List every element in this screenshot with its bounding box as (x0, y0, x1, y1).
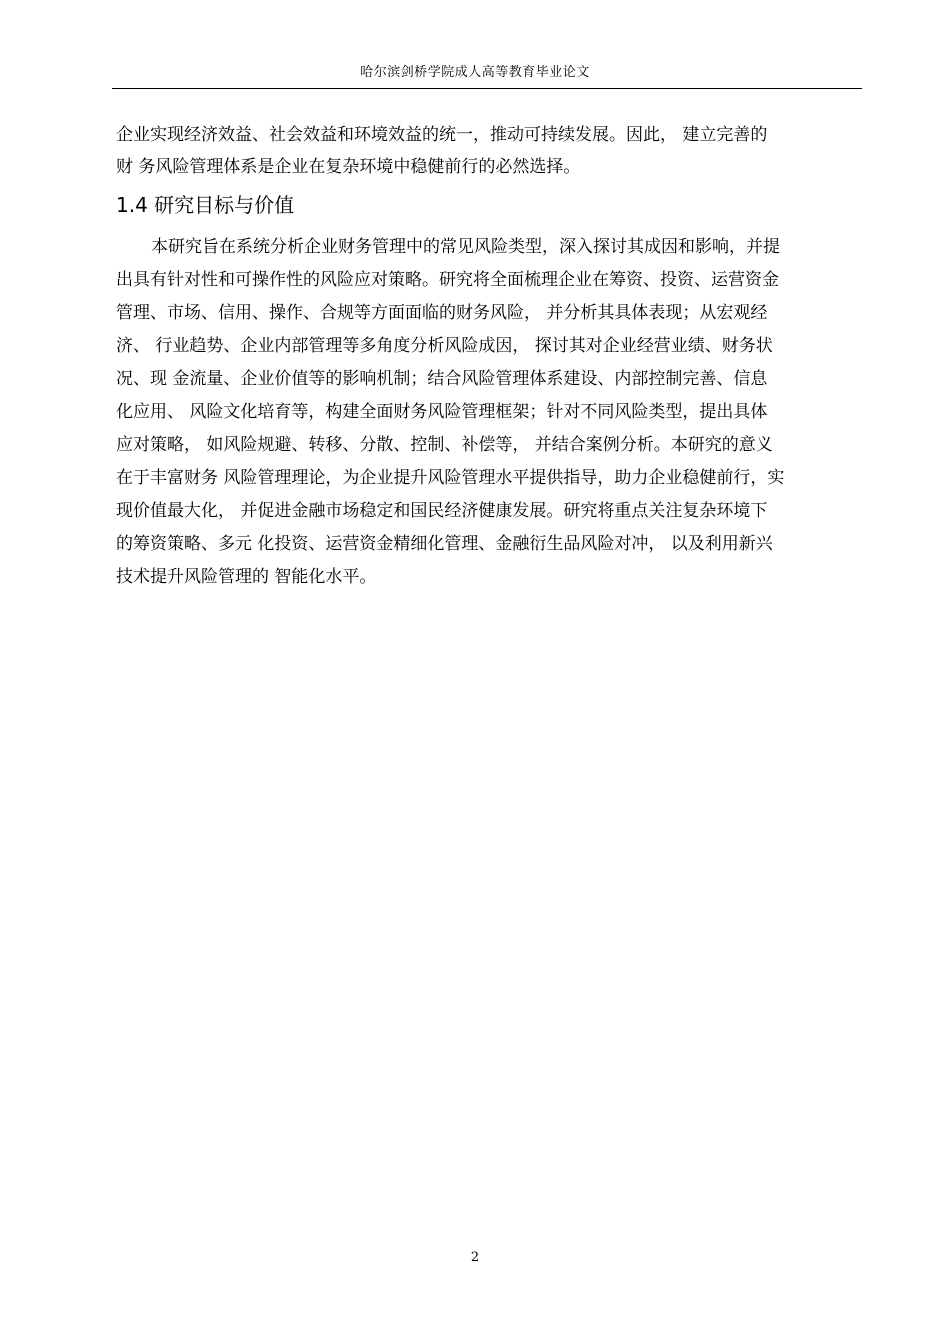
paragraph-line: 的筹资策略、多元 化投资、运营资金精细化管理、金融衍生品风险对冲， 以及利用新兴 (116, 534, 773, 554)
paragraph-line: 管理、市场、信用、操作、合规等方面面临的财务风险， 并分析其具体表现；从宏观经 (116, 303, 768, 323)
section-heading: 1.4 研究目标与价值 (116, 193, 295, 217)
page-number: 2 (470, 1250, 480, 1265)
paragraph-line: 应对策略， 如风险规避、转移、分散、控制、补偿等， 并结合案例分析。本研究的意义 (116, 435, 773, 455)
paragraph-line: 企业实现经济效益、社会效益和环境效益的统一，推动可持续发展。因此， 建立完善的 (116, 125, 768, 145)
paragraph-line: 技术提升风险管理的 智能化水平。 (116, 567, 377, 587)
paragraph-line: 化应用、 风险文化培育等，构建全面财务风险管理框架；针对不同风险类型，提出具体 (116, 402, 768, 422)
paragraph-line: 现价值最大化， 并促进金融市场稳定和国民经济健康发展。研究将重点关注复杂环境下 (116, 501, 768, 521)
running-header: 哈尔滨剑桥学院成人高等教育毕业论文 (360, 65, 590, 80)
paragraph-line: 本研究旨在系统分析企业财务管理中的常见风险类型，深入探讨其成因和影响，并提 (151, 237, 780, 257)
paragraph-line: 财 务风险管理体系是企业在复杂环境中稳健前行的必然选择。 (116, 157, 581, 177)
paragraph-line: 在于丰富财务 风险管理理论，为企业提升风险管理水平提供指导，助力企业稳健前行，实 (116, 468, 785, 488)
header-divider (112, 88, 862, 89)
paragraph-line: 济、 行业趋势、企业内部管理等多角度分析风险成因， 探讨其对企业经营业绩、财务状 (116, 336, 773, 356)
paragraph-line: 况、现 金流量、企业价值等的影响机制；结合风险管理体系建设、内部控制完善、信息 (116, 369, 768, 389)
paragraph-line: 出具有针对性和可操作性的风险应对策略。研究将全面梳理企业在筹资、投资、运营资金 (116, 270, 779, 290)
